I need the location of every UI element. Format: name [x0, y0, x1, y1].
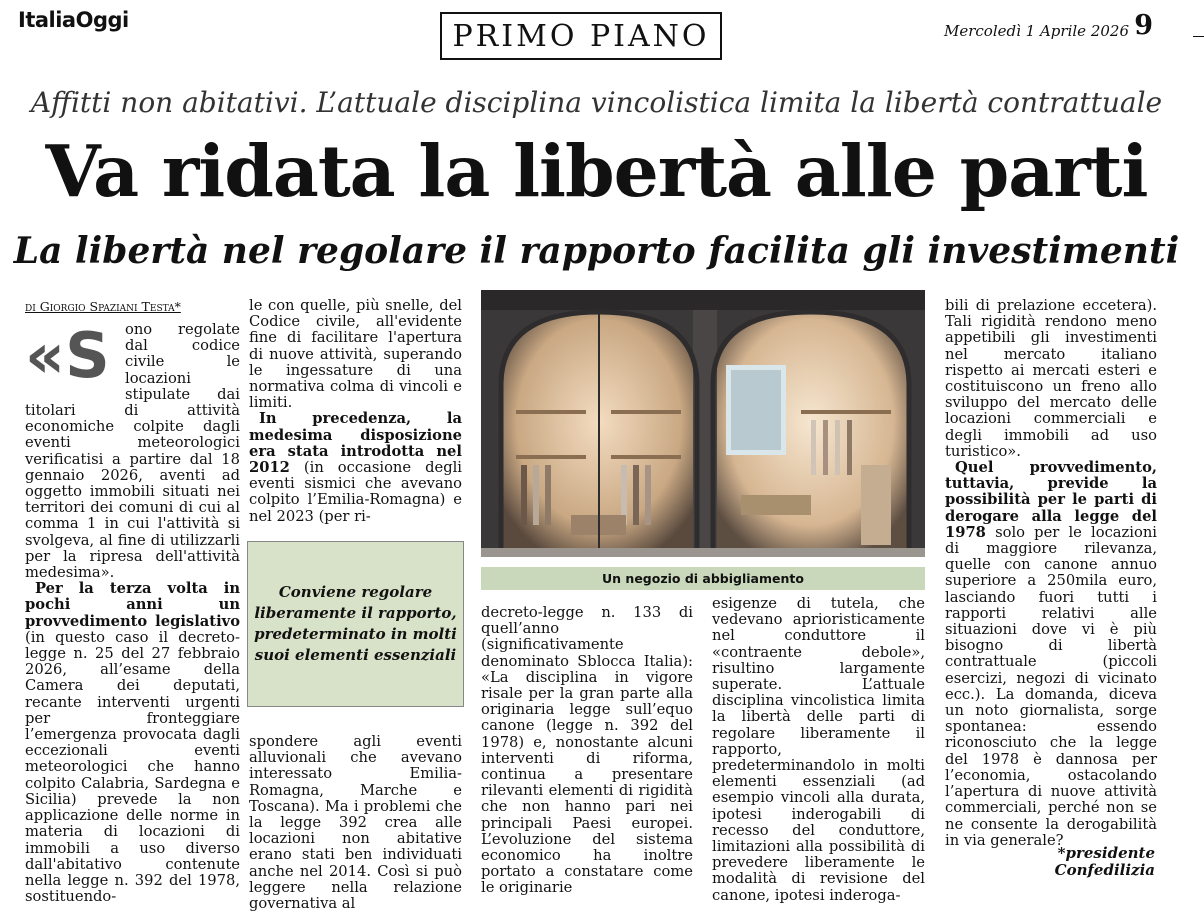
- paragraph: [249, 298, 462, 411]
- paragraph-lead: Quel provvedimento, tuttavia, previde la possibilità per le parti di derogare alla legge del 1978: [945, 459, 1157, 541]
- pull-quote: Conviene regolare liberamente il rapporto, predeterminato in molti suoi elementi essenziali: [247, 541, 464, 707]
- paragraph-text: bili di prelazione eccetera). Tali rigidità rendono meno appetibili gli investimenti nel mercato italiano rispetto ai mercati esteri e costituiscono un freno allo sviluppo del mercato delle locazioni commerciali e degli immobili ad uso turistico».: [945, 297, 1157, 460]
- drop-cap: [25, 319, 125, 392]
- signature-organization: Confedilizia: [1054, 861, 1155, 879]
- masthead-logo: ItaliaOggi: [18, 8, 129, 32]
- article-subheadline: La libertà nel regolare il rapporto facilita gli investimenti: [13, 230, 1180, 272]
- paragraph-text: esigenze di tutela, che vedevano aprioristicamente nel conduttore il «contraente debole», risultino largamente superate. L’attuale disciplina vincolistica limita la libertà delle parti di regolare liberamente il rapporto, predeterminandolo in molti elementi essenziali (ad esempio vincoli alla durata, ipotesi inderogabili di recesso del conduttore, limitazioni alla possibilità di prevedere liberamente le modalità di revisione del canone, ipotesi inderoga-: [712, 595, 925, 904]
- page-number: 9: [1134, 10, 1153, 41]
- drop-cap-quote: «: [25, 319, 66, 392]
- paragraph-text: le con quelle, più snelle, del Codice civile, all'evidente fine di facilitare l'apertura di nuove attività, superando le ingessature di una normativa colma di vincoli e limiti.: [249, 297, 462, 412]
- text-column-5: [945, 297, 1157, 849]
- paragraph-text: (in questo caso il decreto-legge n. 25 del 27 febbraio 2026, all’esame della Camera dei deputati, recante interventi urgenti per fronteggiare l’emergenza provocata dagli eccezionali eventi meteorologici che hanno colpito Calabria, Sardegna e Sicilia) prevede la non applicazione delle norme in materia di locazioni di immobili a uso diverso dall'abitativo contenute nella legge n. 392 del 1978, sostituendo-: [25, 628, 240, 906]
- author-signature: [1055, 845, 1155, 879]
- paragraph: [945, 460, 1157, 849]
- section-title: PRIMO PIANO: [440, 12, 722, 60]
- paragraph: [712, 596, 925, 904]
- drop-cap-letter: S: [65, 319, 110, 392]
- paragraph-text: (in occasione degli eventi sismici che avevano colpito l’Emilia-Romagna) e nel 2023 (per ri-: [249, 459, 462, 525]
- photo-caption: Un negozio di abbigliamento: [481, 567, 925, 590]
- paragraph: [945, 298, 1157, 460]
- paragraph: [481, 605, 693, 897]
- paragraph-text: ono regolate dal codice civile le locazioni stipulate dai titolari di attività economiche colpite dagli eventi meteorologici verificatisi a partire dal 18 gennaio 2026, aventi ad oggetto immobili situati nei territori dei comuni di cui al comma 1 in cui l'attività si svolgeva, al fine di utilizzarli per la ripresa dell'attività medesima».: [25, 321, 240, 582]
- paragraph-text: decreto-legge n. 133 di quell’anno (significativamente denominato Sblocca Italia): «La disciplina in vigore risale per la gran parte alla originaria legge sull’equo canone (legge n. 392 del 1978) e, nonostante alcuni interventi di riforma, continua a presentare rilevanti elementi di rigidità che non hanno pari nei principali Paesi europei. L’evoluzione del sistema economico ha inoltre portato a constatare come le originarie: [481, 604, 693, 897]
- text-column-1: [25, 319, 240, 906]
- issue-date: Mercoledì 1 Aprile 2026: [943, 22, 1129, 40]
- signature-role: *presidente: [1057, 844, 1155, 862]
- article-kicker: Affitti non abitativi. L’attuale disciplina vincolistica limita la libertà contrattuale: [30, 86, 1163, 119]
- article-headline: Va ridata la libertà alle parti: [45, 129, 1148, 213]
- text-column-2-bottom: [249, 733, 462, 912]
- text-column-4: [712, 595, 925, 904]
- paragraph: [25, 581, 240, 905]
- text-column-3: [481, 605, 693, 898]
- paragraph-lead: In precedenza, la medesima disposizione era stata introdotta nel 2012: [249, 410, 462, 477]
- store-photo: [481, 290, 925, 557]
- text-column-2-top: [249, 298, 462, 532]
- paragraph-text: spondere agli eventi alluvionali che avevano interessato Emilia-Romagna, Marche e Toscana). Ma i problemi che la legge 392 crea alle locazioni non abitative erano stati ben individuati anche nel 2014. Così si può leggere nella relazione governativa al: [249, 733, 462, 912]
- clothing-store-illustration: [481, 290, 925, 557]
- paragraph: [249, 734, 462, 912]
- byline: di Giorgio Spaziani Testa*: [25, 299, 181, 314]
- paragraph-lead: Per la terza volta in pochi anni un provvedimento legislativo: [25, 580, 240, 630]
- paragraph-text: solo per le locazioni di maggiore rilevanza, quelle con canone annuo superiore a 250mila euro, lasciando fuori tutti i rapporti relativi alle situazioni dove vi è più bisogno di libertà contrattuale (piccoli esercizi, negozi di vicinato ecc.). La domanda, diceva un noto giornalista, sorge spontanea: essendo riconosciuto che la legge del 1978 è dannosa per l’economia, ostacolando l’apertura di nuove attività commerciali, perché non se ne consente la derogabilità in via generale?: [945, 523, 1157, 849]
- paragraph: [249, 411, 462, 524]
